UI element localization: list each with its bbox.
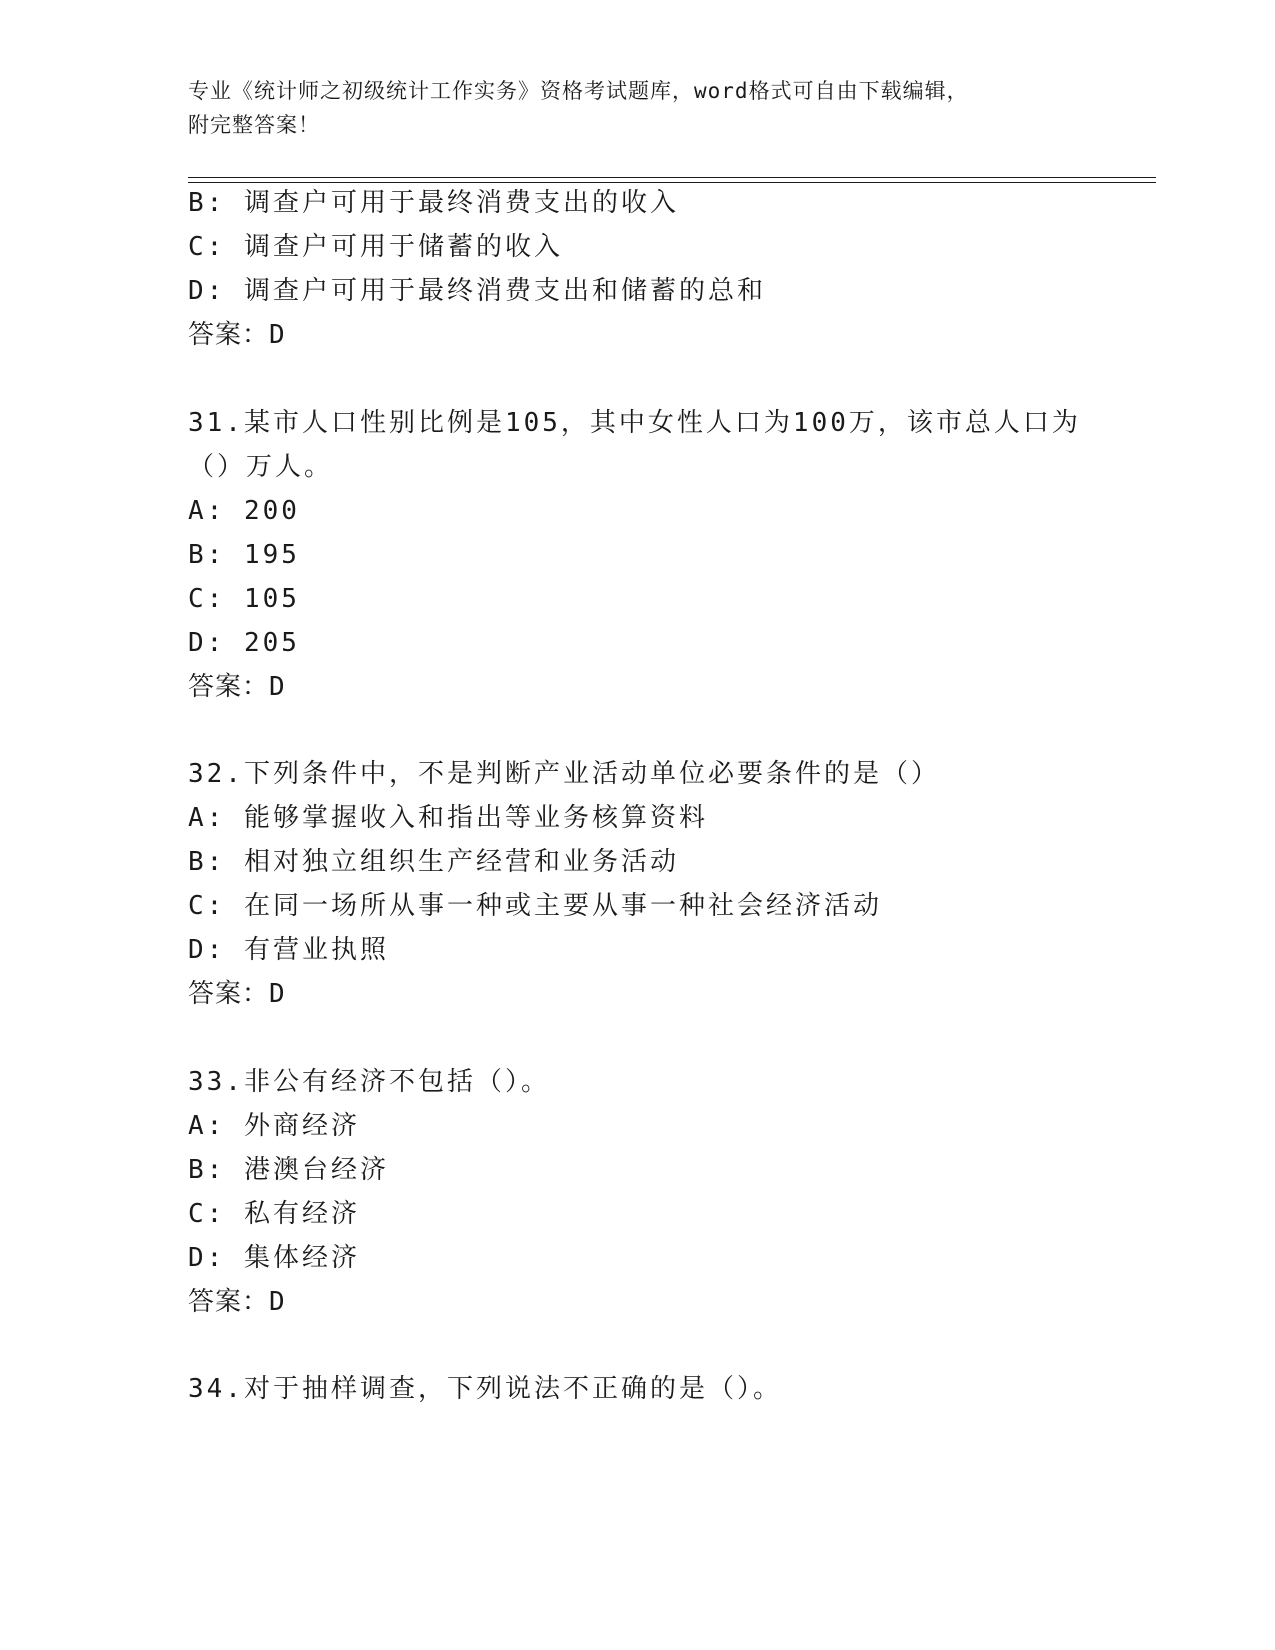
q31-answer: 答案：D [188,672,286,702]
q32-option-c: C: 在同一场所从事一种或主要从事一种社会经济活动 [188,891,882,921]
q31-option-c: C: 105 [188,584,300,614]
q31-stem-line-2: （）万人。 [188,452,334,482]
q33-option-b: B: 港澳台经济 [188,1155,389,1185]
q32-stem: 32.下列条件中，不是判断产业活动单位必要条件的是（） [188,759,940,789]
q31-option-d: D: 205 [188,628,300,658]
q32-option-b: B: 相对独立组织生产经营和业务活动 [188,847,679,877]
q31-option-a: A: 200 [188,496,300,526]
q32-option-d: D: 有营业执照 [188,935,389,965]
q34-stem: 34.对于抽样调查，下列说法不正确的是（）。 [188,1374,782,1404]
header-rule-top [188,177,1156,178]
q31-option-b: B: 195 [188,540,300,570]
q33-answer: 答案：D [188,1287,286,1317]
prev-answer: 答案：D [188,320,286,350]
q32-answer: 答案：D [188,979,286,1009]
header-line-2: 附完整答案！ [188,113,320,137]
prev-option-c: C: 调查户可用于储蓄的收入 [188,232,563,262]
q33-option-c: C: 私有经济 [188,1199,360,1229]
prev-option-d: D: 调查户可用于最终消费支出和储蓄的总和 [188,276,766,306]
header-line-1: 专业《统计师之初级统计工作实务》资格考试题库，word格式可自由下载编辑， [188,79,969,103]
q33-stem: 33.非公有经济不包括（）。 [188,1067,550,1097]
q32-option-a: A: 能够掌握收入和指出等业务核算资料 [188,803,708,833]
q33-option-d: D: 集体经济 [188,1243,360,1273]
q31-stem-line-1: 31.某市人口性别比例是105，其中女性人口为100万，该市总人口为 [188,408,1081,438]
q33-option-a: A: 外商经济 [188,1111,360,1141]
prev-option-b: B: 调查户可用于最终消费支出的收入 [188,188,679,218]
header-rule-bottom [188,182,1156,183]
document-header [188,74,1078,142]
